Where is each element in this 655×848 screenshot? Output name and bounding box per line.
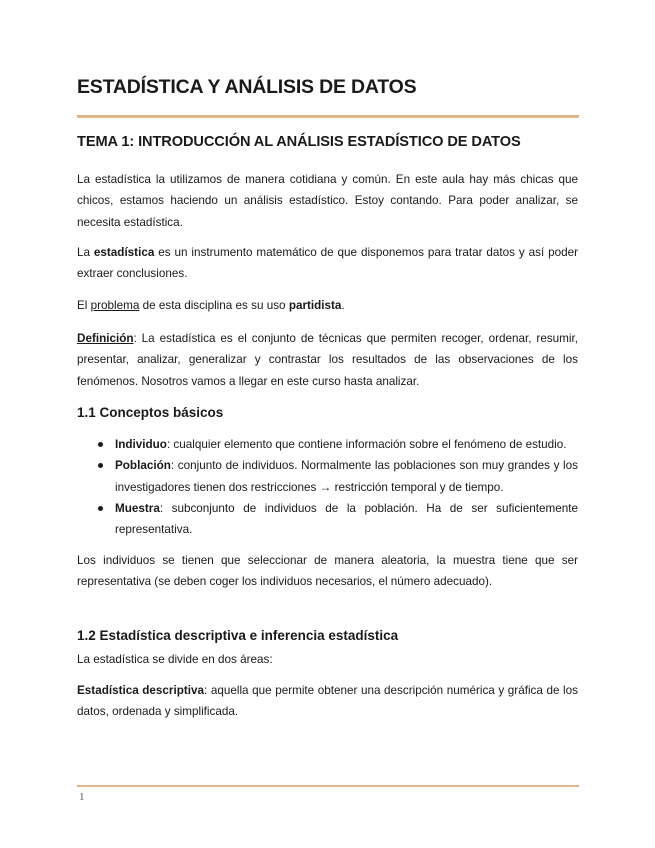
bullet-icon: [98, 442, 103, 447]
list-item: [77, 455, 578, 498]
text-span: de esta disciplina es su uso: [139, 299, 289, 312]
paragraph-intro: La estadística la utilizamos de manera cotidiana y común. En este aula hay más chicas que chicos, estamos haciendo un análisis estadístico. Estoy contando. Para poder analizar, se necesita estadística.: [77, 173, 578, 229]
text-span: es un instrumento matemático de que disponemos para tratar datos y así poder extraer conclusiones.: [77, 246, 578, 281]
text-span: El: [77, 299, 91, 312]
title-divider: [77, 115, 579, 118]
bold-term: Individuo: [115, 438, 167, 451]
document-title: ESTADÍSTICA Y ANÁLISIS DE DATOS: [77, 76, 417, 98]
definition-term: Definición: [77, 332, 134, 345]
paragraph-areas: La estadística se divide en dos áreas:: [77, 653, 273, 666]
concepts-list: [77, 434, 578, 540]
bullet-icon: [98, 506, 103, 511]
text-span: : conjunto de individuos. Normalmente las poblaciones son muy grandes y los investigadores tienen dos restricciones → restricción temporal y de tiempo.: [115, 459, 578, 494]
bold-term: Estadística descriptiva: [77, 684, 205, 697]
paragraph-definicion: [77, 328, 578, 392]
text-span: La: [77, 246, 94, 259]
list-item: [77, 434, 578, 455]
page-number: 1: [79, 791, 85, 803]
bold-term: Población: [115, 459, 171, 473]
section-title: TEMA 1: INTRODUCCIÓN AL ANÁLISIS ESTADÍSTICO DE DATOS: [77, 134, 521, 150]
subsection-title-1-1: 1.1 Conceptos básicos: [77, 405, 224, 420]
bullet-icon: [98, 463, 103, 468]
text-span: : cualquier elemento que contiene información sobre el fenómeno de estudio.: [166, 438, 567, 451]
text-span: : subconjunto de individuos de la población. Ha de ser suficientemente representativa.: [115, 501, 578, 537]
bold-term: Muestra: [115, 501, 160, 515]
bold-term: partidista: [288, 299, 342, 312]
bold-term: estadística: [93, 246, 155, 259]
footer-divider: [77, 785, 579, 787]
paragraph-estadistica: [77, 242, 578, 285]
text-span: : aquella que permite obtener una descripción numérica y gráfica de los datos, ordenada y simplificada.: [77, 684, 578, 719]
paragraph-problema: [77, 295, 578, 316]
paragraph-individuos: Los individuos se tienen que seleccionar de manera aleatoria, la muestra tiene que ser representativa (se deben coger los individuos necesarios, el número adecuado).: [77, 554, 578, 589]
subsection-title-1-2: 1.2 Estadística descriptiva e inferencia estadística: [77, 628, 399, 643]
paragraph-descriptiva: [77, 680, 578, 723]
list-item: [77, 498, 578, 541]
underlined-term: problema: [90, 299, 140, 312]
text-span: .: [341, 299, 345, 312]
text-span: : La estadística es el conjunto de técnicas que permiten recoger, ordenar, resumir, presentar, analizar, generalizar y contrastar los resultados de las observaciones de los fenómenos. Nosotros vamos a llegar en este curso hasta analizar.: [77, 332, 578, 388]
